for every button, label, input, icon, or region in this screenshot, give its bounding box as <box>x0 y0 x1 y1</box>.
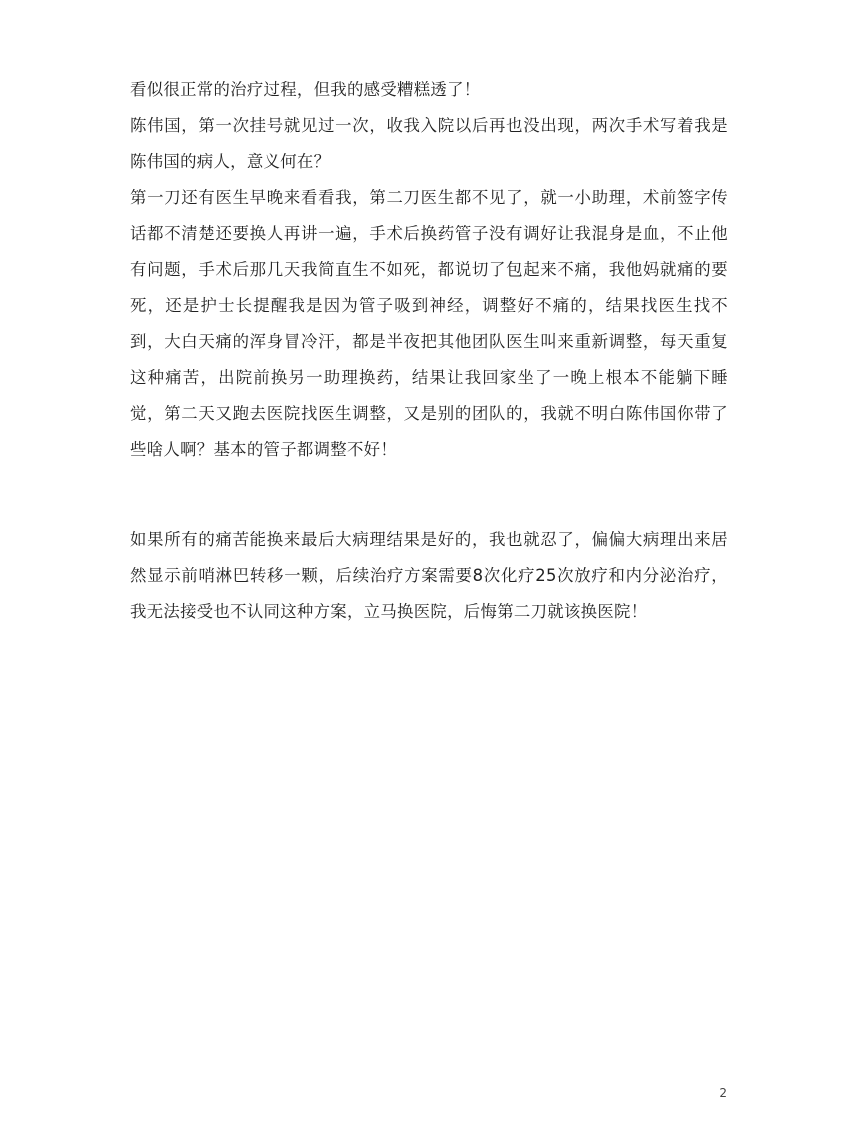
document-body <box>130 72 728 630</box>
paragraph-doctor: 陈伟国，第一次挂号就见过一次，收我入院以后再也没出现，两次手术写着我是陈伟国的病人，意义何在？ <box>130 116 728 171</box>
page-number: 2 <box>719 1086 727 1100</box>
paragraph-surgery-experience: 第一刀还有医生早晚来看看我，第二刀医生都不见了，就一小助理，术前签字传话都不清楚还要换人再讲一遍，手术后换药管子没有调好让我混身是血，不止他有问题，手术后那几天我简直生不如死，都说切了包起来不痛，我他妈就痛的要死，还是护士长提醒我是因为管子吸到神经，调整好不痛的，结果找医生找不到，大白天痛的浑身冒冷汗，都是半夜把其他团队医生叫来重新调整，每天重复这种痛苦，出院前换另一助理换药，结果让我回家坐了一晚上根本不能躺下睡觉，第二天又跑去医院找医生调整，又是别的团队的，我就不明白陈伟国你带了些啥人啊？基本的管子都调整不好！ <box>130 188 728 459</box>
paragraph-pathology-result: 如果所有的痛苦能换来最后大病理结果是好的，我也就忍了，偏偏大病理出来居然显示前哨淋巴转移一颗，后续治疗方案需要8次化疗25次放疗和内分泌治疗，我无法接受也不认同这种方案，立马换医院，后悔第二刀就该换医院！ <box>130 530 728 621</box>
paragraph-intro: 看似很正常的治疗过程，但我的感受糟糕透了！ <box>130 80 481 99</box>
